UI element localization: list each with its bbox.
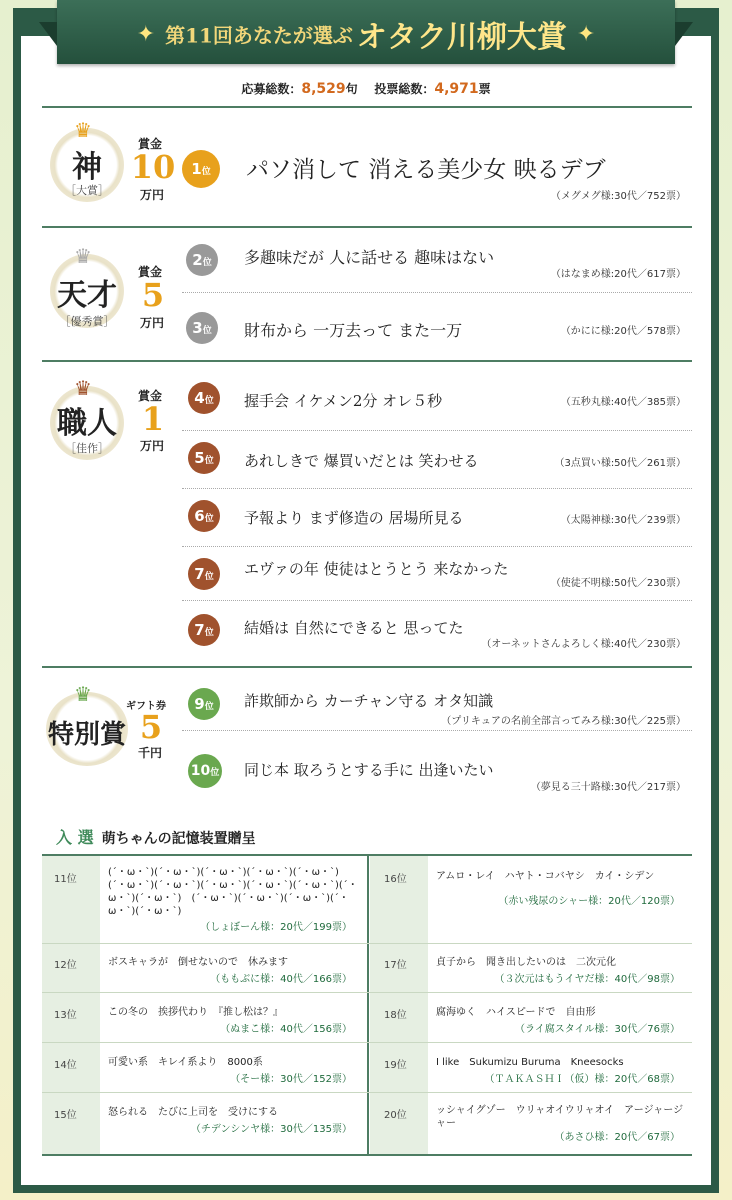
entry-text: ボスキャラが 倒せないので 休みます (108, 957, 288, 968)
divider (182, 488, 692, 489)
rank-badge-10: 10位 (188, 754, 222, 788)
award-subtitle: ［佳作］ (65, 442, 109, 455)
divider (182, 292, 692, 293)
prize-unit: 万円 (140, 316, 165, 330)
prize-label: 賞金 (138, 265, 163, 279)
poem-text: 結婚は 自然にできると 思ってた (244, 619, 464, 637)
rank-badge-9: 9位 (188, 688, 220, 720)
rank-badge-1: 1位 (182, 150, 220, 188)
poem-author: （夢見る三十路様:30代／217票） (530, 782, 686, 793)
entry-author: （ライ腐スタイル様：30代／76票） (515, 1024, 680, 1035)
entry-text: 怒られる たびに上司を 受けにする (108, 1107, 278, 1118)
entry-rank: 17位 (384, 960, 407, 971)
divider (182, 600, 692, 601)
prize-label: 賞金 (138, 389, 163, 403)
rank-badge-2: 2位 (186, 244, 218, 276)
award-name: 職人 (57, 406, 117, 441)
page-title: ✦ 第11回あなたが選ぶ オタク川柳大賞 ✦ (136, 20, 596, 55)
rank-badge-4: 4位 (188, 382, 220, 414)
entry-rank: 11位 (54, 874, 77, 885)
poem-text: 財布から 一万去って また一万 (244, 321, 463, 340)
poem-author: （はなまめ様:20代／617票） (550, 269, 686, 280)
crown-icon: ♛ (74, 244, 92, 268)
divider (42, 226, 692, 228)
entry-text: I like Sukumizu Buruma Kneesocks (436, 1057, 624, 1068)
divider (42, 666, 692, 668)
entry-author: （あさひ様：20代／67票） (554, 1132, 680, 1143)
entry-rank: 13位 (54, 1010, 77, 1021)
rank-badge-7b: 7位 (188, 614, 220, 646)
crown-icon: ♛ (74, 682, 92, 706)
entry-author: （そー様：30代／152票） (230, 1074, 352, 1085)
prize-unit: 千円 (138, 746, 163, 760)
award-subtitle: ［大賞］ (65, 184, 109, 197)
entry-author: （ももぶに様：40代／166票） (210, 974, 352, 985)
entry-text: 可愛い系 キレイ系より 8000系 (108, 1057, 263, 1068)
poem-author: （プリキュアの名前全部言ってみろ様:30代／225票） (441, 716, 686, 727)
poem-text: あれしきで 爆買いだとは 笑わせる (244, 452, 479, 470)
entry-author: （ぬまこ様：40代／156票） (220, 1024, 352, 1035)
poem-author: （オーネットさんよろしく様:40代／230票） (481, 639, 686, 650)
nyusen-heading: 入 選 萌ちゃんの記憶装置贈呈 (56, 828, 256, 847)
rank-badge-5: 5位 (188, 442, 220, 474)
poem-author: （3点買い様:50代／261票） (554, 458, 686, 469)
poem-text: 多趣味だが 人に話せる 趣味はない (244, 248, 495, 267)
poem-author: （メグメグ様:30代／752票） (550, 191, 686, 202)
entry-text: 貞子から 聞き出したいのは 二次元化 (436, 957, 616, 968)
award-name: 神 (72, 150, 102, 185)
poem-text: 予報より まず修造の 居場所見る (244, 509, 464, 527)
star-icon: ✦ (136, 21, 156, 47)
entry-text: この冬の 挨拶代わり 『推し松は？』 (108, 1007, 283, 1018)
poem-text: パソ消して 消える美少女 映るデブ (246, 157, 606, 183)
poem-author: （かにに様:20代／578票） (560, 326, 686, 337)
rank-badge-3: 3位 (186, 312, 218, 344)
prize-value: 1 (141, 400, 165, 438)
entry-rank: 12位 (54, 960, 77, 971)
poem-author: （太陽神様:30代／239票） (560, 515, 686, 526)
prize-unit: 万円 (140, 439, 165, 453)
star-icon: ✦ (576, 21, 596, 47)
crown-icon: ♛ (74, 376, 92, 400)
poem-text: エヴァの年 使徒はとうとう 来なかった (244, 560, 509, 578)
divider (42, 360, 692, 362)
divider (182, 546, 692, 547)
divider (182, 730, 692, 731)
award-name: 天才 (57, 278, 117, 313)
title-ribbon (57, 0, 675, 64)
poem-text: 同じ本 取ろうとする手に 出逢いたい (244, 761, 494, 779)
entry-rank: 15位 (54, 1110, 77, 1121)
poem-text: 握手会 イケメン2分 オレ５秒 (244, 392, 443, 410)
award-subtitle: ［優秀賞］ (59, 315, 115, 328)
prize-value: 5 (139, 708, 163, 746)
divider (42, 106, 692, 108)
stats-line: 応募総数：8,529句 投票総数：4,971票 (241, 81, 491, 97)
rank-badge-6: 6位 (188, 500, 220, 532)
entry-text: ッシャイグゾー ウリャオイウリャオイ アージャージャー (436, 1105, 684, 1129)
entry-author: （しょぼーん様：20代／199票） (200, 922, 352, 933)
divider (182, 430, 692, 431)
entry-text: 腐海ゆく ハイスピードで 自由形 (436, 1007, 596, 1018)
prize-label: ギフト券 (126, 701, 166, 712)
prize-value: 5 (141, 276, 165, 314)
entry-author: （チデンシンヤ様：30代／135票） (190, 1124, 352, 1135)
entry-rank: 19位 (384, 1060, 407, 1071)
entry-author: （３次元はもうイヤだ様：40代／98票） (494, 974, 680, 985)
prize-label: 賞金 (138, 137, 163, 151)
prize-value: 10 (130, 148, 176, 186)
entry-rank: 20位 (384, 1110, 407, 1121)
entry-author: （赤い残尿のシャー様：20代／120票） (498, 896, 680, 907)
rank-badge-7: 7位 (188, 558, 220, 590)
award-name: 特別賞 (47, 720, 126, 750)
poem-author: （五秒丸様:40代／385票） (560, 397, 686, 408)
crown-icon: ♛ (74, 118, 92, 142)
entry-author: （ＴＡＫＡＳＨＩ（仮）様：20代／68票） (484, 1074, 680, 1085)
entry-rank: 16位 (384, 874, 407, 885)
prize-unit: 万円 (140, 188, 165, 202)
entry-text: (´・ω・`)(´・ω・`)(´・ω・`)(´・ω・`)(´・ω・`) (´・ω・`)(´・ω・`)(´・ω・`)(´・ω・`)(´・ω・`)(´・ω・`)(´・ω・`) (´・ω・`)(´・ω・`)(´・ω・`)(´・ω・`)(´・ω・`) (108, 867, 358, 917)
entry-rank: 14位 (54, 1060, 77, 1071)
entry-rank: 18位 (384, 1010, 407, 1021)
entry-text: アムロ・レイ ハヤト・コバヤシ カイ・シデン (436, 871, 655, 882)
poem-author: （使徒不明様:50代／230票） (550, 578, 686, 589)
poem-text: 詐欺師から カーチャン守る オタ知識 (244, 692, 494, 710)
